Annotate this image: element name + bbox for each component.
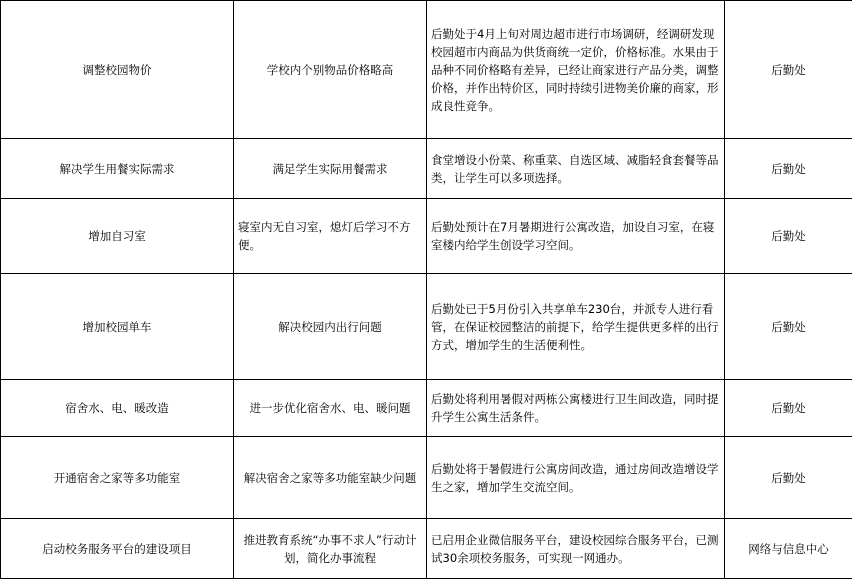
- action-cell: 后勤处预计在7月暑期进行公寓改造，加设自习室，在寝室楼内给学生创设学习空间。: [427, 199, 725, 274]
- action-cell: 后勤处已于5月份引入共享单车230台，并派专人进行看管，在保证校园整洁的前提下，给学生提供更多样的出行方式，增加学生的生活便利性。: [427, 274, 725, 380]
- dept-cell: 后勤处: [725, 380, 852, 437]
- item-cell: 宿舍水、电、暖改造: [1, 380, 234, 437]
- table-row: [1, 139, 852, 199]
- item-cell: 增加校园单车: [1, 274, 234, 380]
- table-row: [1, 199, 852, 274]
- action-cell: 食堂增设小份菜、称重菜、自选区域、减脂轻食套餐等品类，让学生可以多项选择。: [427, 139, 725, 199]
- dept-cell: 后勤处: [725, 139, 852, 199]
- item-cell: 增加自习室: [1, 199, 234, 274]
- table-row: [1, 437, 852, 519]
- action-cell: 已启用企业微信服务平台，建设校园综合服务平台，已测试30余项校务服务，可实现一网通办。: [427, 519, 725, 579]
- issue-cell: 进一步优化宿舍水、电、暖问题: [234, 380, 427, 437]
- table-row: [1, 274, 852, 380]
- dept-cell: 后勤处: [725, 199, 852, 274]
- issue-cell: 解决校园内出行问题: [234, 274, 427, 380]
- dept-cell: 后勤处: [725, 274, 852, 380]
- issue-cell: 学校内个别物品价格略高: [234, 1, 427, 139]
- dept-cell: 后勤处: [725, 437, 852, 519]
- action-cell: 后勤处将利用暑假对两栋公寓楼进行卫生间改造，同时提升学生公寓生活条件。: [427, 380, 725, 437]
- table-row: [1, 1, 852, 139]
- dept-cell: 后勤处: [725, 1, 852, 139]
- item-cell: 开通宿舍之家等多功能室: [1, 437, 234, 519]
- dept-cell: 网络与信息中心: [725, 519, 852, 579]
- item-cell: 解决学生用餐实际需求: [1, 139, 234, 199]
- item-cell: 启动校务服务平台的建设项目: [1, 519, 234, 579]
- issue-cell: 寝室内无自习室，熄灯后学习不方便。: [234, 199, 427, 274]
- issue-cell: 推进教育系统“办事不求人”行动计划，简化办事流程: [234, 519, 427, 579]
- issue-cell: 解决宿舍之家等多功能室缺少问题: [234, 437, 427, 519]
- item-cell: 调整校园物价: [1, 1, 234, 139]
- action-cell: 后勤处将于暑假进行公寓房间改造，通过房间改造增设学生之家，增加学生交流空间。: [427, 437, 725, 519]
- issue-cell: 满足学生实际用餐需求: [234, 139, 427, 199]
- action-cell: 后勤处于4月上旬对周边超市进行市场调研，经调研发现校园超市内商品为供货商统一定价，价格标准。水果由于品种不同价格略有差异，已经让商家进行产品分类，调整价格，并作出特价区，同时持续引进物美价廉的商家，形成良性竞争。: [427, 1, 725, 139]
- table-row: [1, 519, 852, 579]
- table-row: [1, 380, 852, 437]
